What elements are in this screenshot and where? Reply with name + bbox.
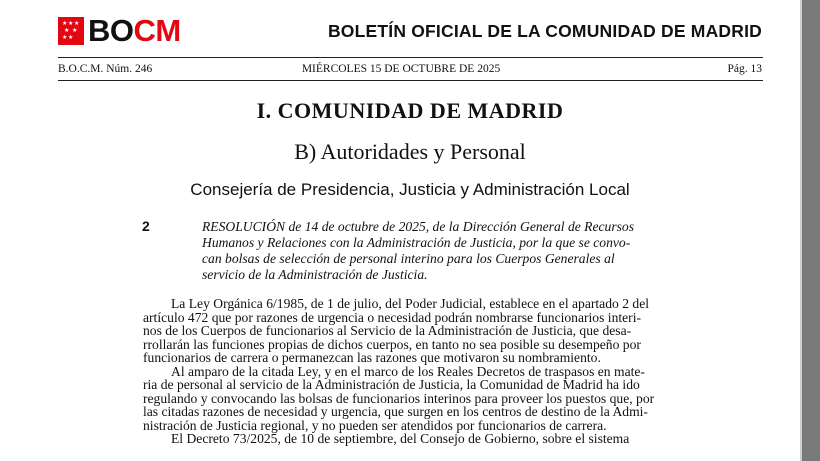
resolution-line: servicio de la Administración de Justicia.	[202, 267, 428, 282]
body-line: ria de personal al servicio de la Administración de Justicia, la Comunidad de Madrid ha ido	[143, 377, 640, 392]
bulletin-title: BOLETÍN OFICIAL DE LA COMUNIDAD DE MADRID	[327, 21, 762, 41]
issue-number: B.O.C.M. Núm. 246	[58, 63, 153, 75]
body-line: las citadas razones de necesidad y urgencia, que surgen en los centros de destino de la Admi-	[143, 404, 648, 419]
viewer-frame-edge	[800, 0, 820, 461]
issue-date: MIÉRCOLES 15 DE OCTUBRE DE 2025	[301, 63, 501, 75]
header-rule	[58, 80, 763, 81]
body-line: nos de los Cuerpos de funcionarios al Servicio de la Administración de Justicia, que desa-	[143, 323, 632, 338]
body-line: funcionarios de carrera o permanezcan las razones que motivaron su nombramiento.	[143, 350, 601, 365]
bocm-logo	[58, 15, 181, 47]
body-line: Al amparo de la citada Ley, y en el marco de los Reales Decretos de traspasos en mate-	[171, 363, 645, 379]
body-line: La Ley Orgánica 6/1985, de 1 de julio, del Poder Judicial, establece en el apartado 2 del	[171, 296, 650, 311]
header-rule	[58, 57, 763, 58]
body-line: El Decreto 73/2025, de 10 de septiembre, del Consejo de Gobierno, sobre el sistema	[171, 431, 630, 446]
body-line: nistración de Justicia regional, y no pueden ser atendidos por funcionarios de carrera.	[143, 417, 607, 433]
department-heading: Consejería de Presidencia, Justicia y Administración Local	[190, 180, 630, 199]
body-line: regulando y convocando las bolsas de funcionarios interinos para proveer los puestos que, por	[143, 390, 655, 406]
resolution-summary	[202, 219, 702, 283]
body-line: rrollarán las funciones propias de dichos cuerpos, en tanto no sea posible su desempeño por	[143, 336, 641, 352]
resolution-line: can bolsas de selección de personal interino para los Cuerpos Generales al	[202, 251, 615, 266]
subsection-title: B) Autoridades y Personal	[294, 139, 526, 164]
item-number: 2	[142, 218, 150, 234]
madrid-flag-icon: ★ ★ ★ ★ ★ ★ ★	[58, 17, 84, 45]
section-title: I. COMUNIDAD DE MADRID	[256, 98, 564, 123]
resolution-line: RESOLUCIÓN de 14 de octubre de 2025, de la Dirección General de Recursos	[202, 219, 635, 234]
body-text	[143, 297, 703, 446]
body-line: artículo 472 que por razones de urgencia o necesidad podrán nombrarse funcionarios interi-	[143, 309, 642, 325]
logo-wordmark: BOCM	[88, 13, 181, 48]
page-number: Pág. 13	[727, 63, 762, 75]
resolution-line: Humanos y Relaciones con la Administración de Justicia, por la que se convo-	[202, 235, 631, 250]
